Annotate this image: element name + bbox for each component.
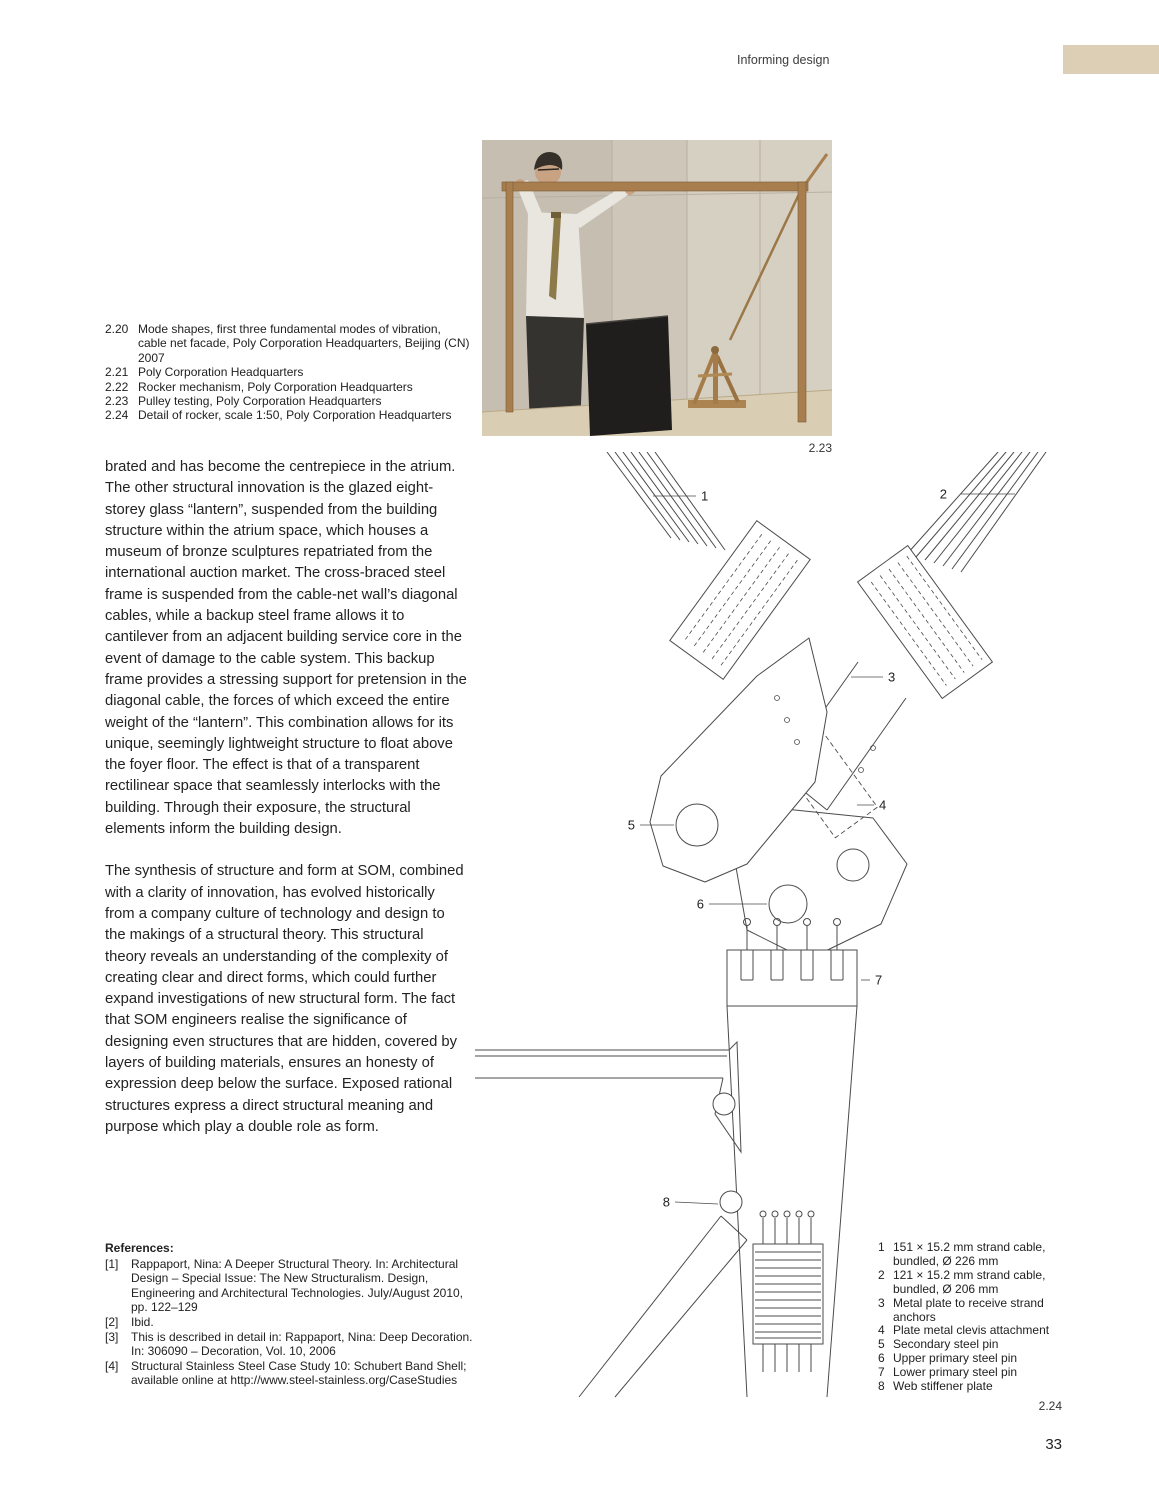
reference-item bbox=[105, 1315, 475, 1330]
caption-text: Rocker mechanism, Poly Corporation Headquarters bbox=[138, 379, 413, 394]
paragraph: brated and has become the centrepiece in the atrium. bbox=[105, 459, 456, 475]
legend-text: Web stiffener plate bbox=[893, 1379, 993, 1394]
caption-item bbox=[105, 394, 471, 408]
reference-item bbox=[105, 1257, 475, 1315]
legend-item bbox=[878, 1380, 1074, 1394]
caption-text: Mode shapes, first three fundamental modes of vibration, cable net facade, Poly Corporation Headquarters, Beijing (CN) 2007 bbox=[138, 322, 470, 365]
horizontal-beam bbox=[475, 1042, 741, 1152]
caption-text: Detail of rocker, scale 1:50, Poly Corporation Headquarters bbox=[138, 408, 452, 423]
legend-text: Lower primary steel pin bbox=[893, 1365, 1018, 1380]
page-number: 33 bbox=[1045, 1436, 1062, 1453]
legend-number: 6 bbox=[878, 1351, 885, 1366]
caption-item bbox=[105, 408, 471, 422]
caption-number: 2.22 bbox=[105, 379, 129, 394]
caption-text: Poly Corporation Headquarters bbox=[138, 365, 304, 380]
callout-8: 8 bbox=[662, 1194, 670, 1210]
diagonal-member bbox=[579, 1191, 747, 1397]
legend-text: 151 × 15.2 mm strand cable, bundled, Ø 226 mm bbox=[893, 1240, 1046, 1268]
reference-text: Ibid. bbox=[131, 1314, 154, 1329]
legend-text: Metal plate to receive strand anchors bbox=[893, 1295, 1044, 1324]
pulley-testing-photo bbox=[482, 140, 832, 436]
caption-item bbox=[105, 380, 471, 394]
callout-2: 2 bbox=[939, 486, 947, 502]
legend-number: 8 bbox=[878, 1379, 885, 1394]
lower-anchor-stack bbox=[753, 1211, 823, 1372]
caption-item bbox=[105, 365, 471, 379]
legend-number: 4 bbox=[878, 1323, 885, 1338]
monitor-shape bbox=[586, 316, 672, 436]
legend-item bbox=[878, 1366, 1074, 1380]
paragraph: The other structural innovation is the glazed eight-storey glass “lantern”, suspended from the building structure within the atrium space, which houses a museum of bronze sculptures repatriated from the international auction market. The cross-braced steel frame is suspended from the cable-net wall’s diagonal cables, while a backup steel frame allows it to cantilever from an adjacent building service core in the event of damage to the cable system. This backup frame provides a stressing support for pretension in the diagonal cable, the forces of which exceed the entire weight of the “lantern”. This combination allows for its unique, seemingly lightweight structure to float above the foyer floor. The effect is that of a transparent rectilinear space that seamlessly interlocks with the building. Through their exposure, the structural elements inform the building design. bbox=[105, 480, 467, 838]
legend-number: 5 bbox=[878, 1337, 885, 1352]
reference-text: This is described in detail in: Rappaport, Nina: Deep Decoration. In: 306090 – Decoration, Vol. 10, 2006 bbox=[131, 1329, 473, 1359]
caption-item bbox=[105, 322, 471, 365]
photo-illustration bbox=[482, 140, 832, 436]
legend-item bbox=[878, 1338, 1074, 1352]
caption-number: 2.23 bbox=[105, 394, 129, 409]
callout-1: 1 bbox=[701, 488, 709, 504]
legend-number: 3 bbox=[878, 1295, 885, 1310]
paragraph: The synthesis of structure and form at SOM, combined with a clarity of innovation, has evolved historically from a company culture of technology and design to the makings of a structural theory. This structural theory reveals an understanding of the complexity of creating clear and direct forms, which could further expand investigations of new structural form. The fact that SOM engineers realise the significance of designing even structures that are hidden, covered by layers of building materials, ensures an honesty of expression deep below the surface. Exposed rational structures express a direct structural meaning and purpose which play a double role as form. bbox=[105, 863, 464, 1135]
figure-label-drawing: 2.24 bbox=[1038, 1399, 1062, 1413]
callout-4: 4 bbox=[879, 797, 887, 813]
reference-text: Structural Stainless Steel Case Study 10: Schubert Band Shell; available online at http://www.steel-stainless.org/CaseStudies bbox=[131, 1358, 467, 1388]
reference-item bbox=[105, 1330, 475, 1359]
legend-text: Plate metal clevis attachment bbox=[893, 1323, 1050, 1338]
caption-number: 2.21 bbox=[105, 365, 129, 380]
reference-number: [3] bbox=[105, 1329, 119, 1344]
caption-number: 2.24 bbox=[105, 408, 129, 423]
references-section bbox=[105, 1241, 475, 1388]
caption-text: Pulley testing, Poly Corporation Headquarters bbox=[138, 394, 382, 409]
secondary-pin bbox=[676, 804, 718, 846]
figure-captions bbox=[105, 322, 471, 423]
legend-number: 2 bbox=[878, 1267, 885, 1282]
upper-primary-pin bbox=[769, 885, 807, 923]
legend-text: Upper primary steel pin bbox=[893, 1351, 1018, 1366]
legend-number: 1 bbox=[878, 1240, 885, 1254]
body-text-column bbox=[105, 457, 467, 1138]
cable-bundles bbox=[607, 452, 1046, 572]
right-anchor-sleeve bbox=[858, 546, 993, 699]
callout-7: 7 bbox=[875, 972, 883, 988]
legend-item bbox=[878, 1352, 1074, 1366]
drawing-legend bbox=[878, 1241, 1074, 1394]
running-header: Informing design bbox=[737, 53, 830, 67]
callout-5: 5 bbox=[627, 817, 635, 833]
reference-item bbox=[105, 1359, 475, 1388]
legend-text: Secondary steel pin bbox=[893, 1337, 999, 1352]
references-heading: References: bbox=[105, 1241, 174, 1255]
reference-number: [2] bbox=[105, 1314, 119, 1329]
legend-number: 7 bbox=[878, 1365, 885, 1380]
reference-number: [4] bbox=[105, 1358, 119, 1373]
callout-6: 6 bbox=[696, 896, 704, 912]
chapter-tab-block bbox=[1063, 45, 1159, 74]
reference-number: [1] bbox=[105, 1256, 119, 1271]
clevis-pin bbox=[837, 849, 869, 881]
legend-item bbox=[878, 1241, 1074, 1269]
legend-item bbox=[878, 1297, 1074, 1325]
legend-text: 121 × 15.2 mm strand cable, bundled, Ø 206 mm bbox=[893, 1267, 1046, 1296]
figure-label-photo: 2.23 bbox=[808, 441, 832, 455]
reference-text: Rappaport, Nina: A Deeper Structural Theory. In: Architectural Design – Special Issue: The New Structuralism. Design, Engineering and Architectural Technologies. July/August 2010, pp. 122–129 bbox=[131, 1256, 463, 1315]
callout-3: 3 bbox=[888, 669, 896, 685]
caption-number: 2.20 bbox=[105, 322, 129, 336]
legend-item bbox=[878, 1269, 1074, 1297]
legend-item bbox=[878, 1324, 1074, 1338]
